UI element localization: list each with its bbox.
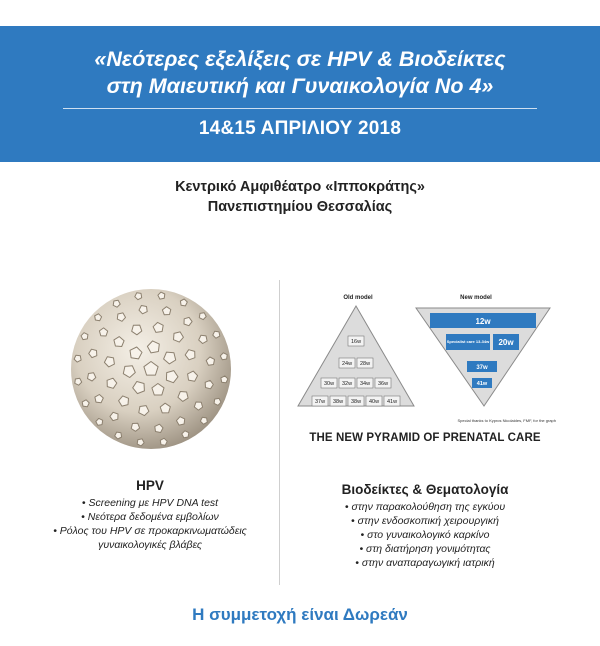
hpv-topics-list	[30, 496, 270, 552]
list-item: γυναικολογικές βλάβες	[98, 539, 202, 551]
list-item: • στην παρακολούθηση της εγκύου	[344, 501, 506, 513]
list-item: • Νεότερα δεδομένα εμβολίων	[81, 511, 219, 523]
new-lower-label: 37w	[476, 365, 488, 371]
list-item: • στην ενδοσκοπική χειρουργική	[351, 515, 499, 527]
venue-line1: Κεντρικό Αμφιθέατρο «Ιπποκράτης»	[175, 179, 425, 195]
pyramid-caption: THE NEW PYRAMID OF PRENATAL CARE	[309, 432, 541, 444]
biomarkers-topics-list	[290, 500, 560, 570]
old-pyramid-cell-label: 38w	[350, 399, 362, 405]
hpv-title: HPV	[136, 478, 164, 493]
old-pyramid-cell-label: 28w	[359, 361, 371, 367]
free-participation-note: Η συμμετοχή είναι Δωρεάν	[192, 605, 408, 624]
hpv-virus-illustration	[62, 278, 240, 456]
new-mid-label: 20w	[498, 338, 514, 347]
old-pyramid-cell-label: 41w	[386, 399, 398, 405]
specialist-label: Specialist care 13-34w	[446, 339, 490, 344]
graph-credit: Special thanks to Kypros Nicolaides, FMF, for the graph	[457, 418, 556, 423]
venue-line2: Πανεπιστημίου Θεσσαλίας	[207, 199, 393, 215]
old-pyramid-cell-label: 30w	[323, 381, 335, 387]
old-pyramid-cell-label: 36w	[377, 381, 389, 387]
new-top-label: 12w	[475, 317, 491, 326]
old-model-label: Old model	[343, 295, 373, 301]
old-pyramid-cell-label: 24w	[341, 361, 353, 367]
header-banner	[0, 26, 600, 162]
old-pyramid-shape	[298, 306, 414, 406]
old-pyramid-cell-label: 34w	[359, 381, 371, 387]
event-title-line2: στη Μαιευτική και Γυναικολογία Νο 4»	[106, 74, 494, 98]
pyramid-diagram	[288, 288, 568, 428]
old-pyramid-cell-label: 16w	[350, 339, 362, 345]
event-date: 14&15 ΑΠΡΙΛΙΟΥ 2018	[198, 118, 402, 139]
venue	[0, 177, 600, 217]
new-model-label: New model	[460, 295, 492, 301]
new-bottom-label: 41w	[476, 381, 488, 387]
list-item: • Ρόλος του HPV σε προκαρκινωματώδεις	[53, 525, 247, 537]
biomarkers-title: Βιοδείκτες & Θεματολογία	[341, 482, 509, 497]
list-item: • στο γυναικολογικό καρκίνο	[360, 529, 490, 541]
list-item: • στην αναπαραγωγική ιατρική	[355, 557, 495, 569]
list-item: • Screening με HPV DNA test	[81, 497, 219, 509]
old-pyramid-cell-label: 40w	[368, 399, 380, 405]
banner-divider	[63, 108, 537, 109]
old-pyramid-cell-label: 37w	[314, 399, 326, 405]
event-title-line1: «Νεότερες εξελίξεις σε HPV & Βιοδείκτες	[94, 47, 506, 71]
old-pyramid-cell-label: 38w	[332, 399, 344, 405]
list-item: • στη διατήρηση γονιμότητας	[359, 543, 491, 555]
old-pyramid-cell-label: 32w	[341, 381, 353, 387]
